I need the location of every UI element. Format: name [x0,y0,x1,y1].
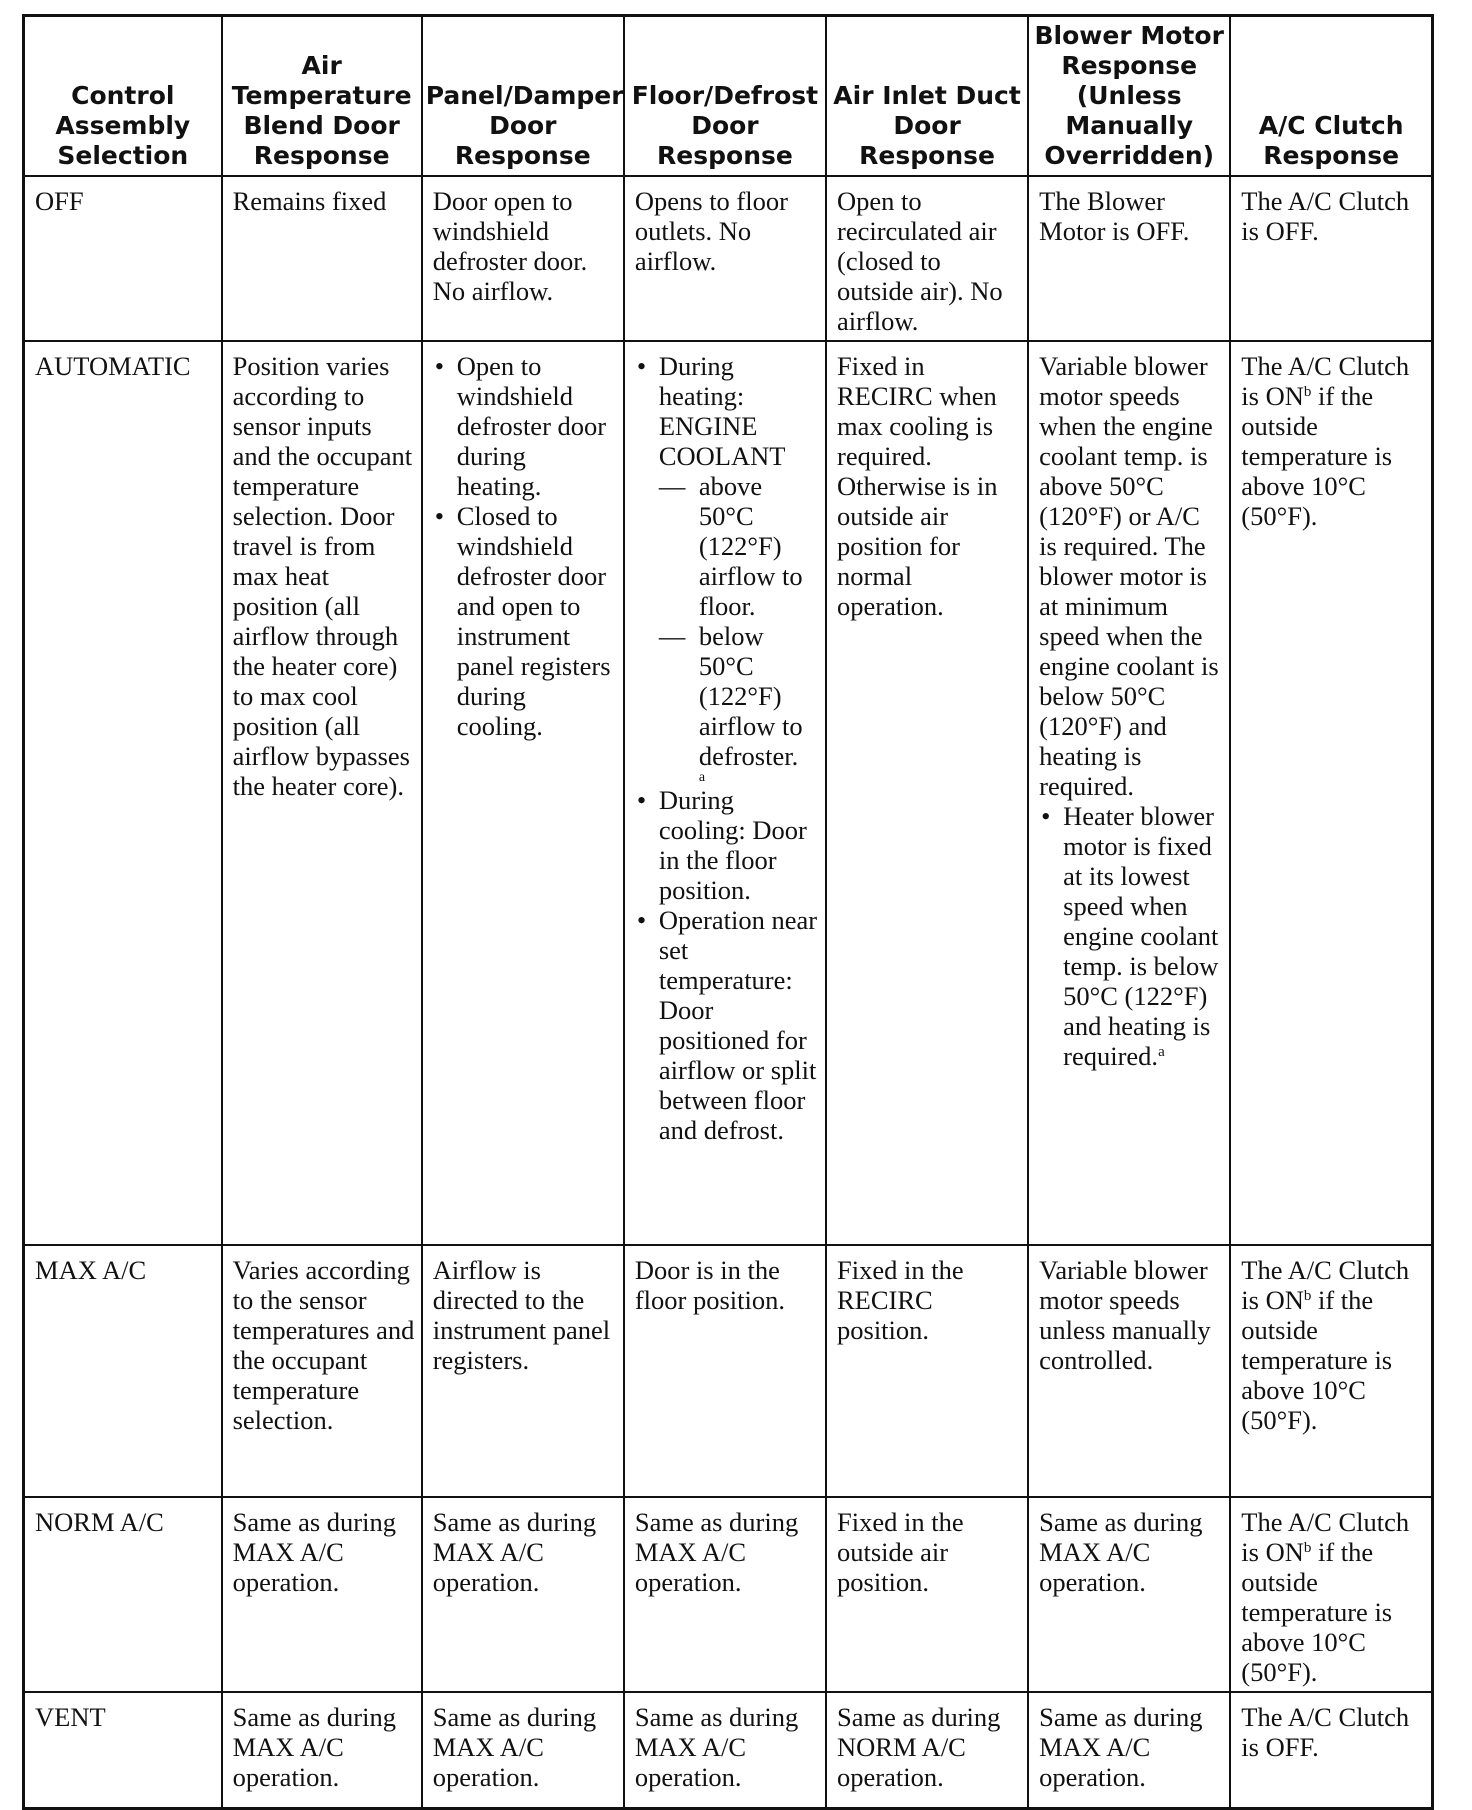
header-control-assembly-selection: Control Assembly Selection [24,16,222,177]
cell-air-temp: Same as during MAX A/C operation. [222,1497,422,1692]
header-air-temperature-blend-door: Air Temperature Blend Door Response [222,16,422,177]
header-floor-defrost-door: Floor/Defrost Door Response [624,16,826,177]
bullet-item: • During cooling: Door in the floor position. [635,785,819,905]
table-row-vent [24,1692,1433,1808]
cell-blower: Variable blower motor speeds unless manually controlled. [1028,1245,1230,1497]
cell-floor: Opens to floor outlets. No airflow. [624,176,826,341]
cell-selection: NORM A/C [24,1497,222,1692]
dash-item: — below 50°C (122°F) airflow to defroster. [659,621,819,771]
cell-panel: Same as during MAX A/C operation. [422,1692,624,1808]
table-row-norm-ac [24,1497,1433,1692]
ac-text: if the outside temperature is above 10°C (50°F). [1241,1285,1393,1435]
bullet-text: • During heating: ENGINE COOLANT [658,351,786,471]
table-row-off [24,176,1433,341]
cell-selection: OFF [24,176,222,341]
footnote-mark: b [1303,1540,1312,1556]
cell-floor: Door is in the floor position. [624,1245,826,1497]
bullet-item [635,351,819,785]
cell-panel: Airflow is directed to the instrument panel registers. [422,1245,624,1497]
header-row [24,16,1433,177]
cell-panel: Same as during MAX A/C operation. [422,1497,624,1692]
ac-text: if the outside temperature is above 10°C (50°F). [1241,381,1393,531]
cell-air-temp: Same as during MAX A/C operation. [222,1692,422,1808]
cell-ac [1230,341,1432,1245]
cell-ac: The A/C Clutch is OFF. [1230,1692,1432,1808]
cell-selection: AUTOMATIC [24,341,222,1245]
cell-selection: MAX A/C [24,1245,222,1497]
bullet-item [1039,801,1223,1071]
cell-blower [1028,341,1230,1245]
cell-blower: Same as during MAX A/C operation. [1028,1497,1230,1692]
ac-text: The A/C Clutch is ON [1241,1507,1410,1567]
panel-bullet-list [433,351,617,741]
ac-text: The A/C Clutch is ON [1241,1255,1410,1315]
cell-inlet: Open to recirculated air (closed to outside air). No airflow. [826,176,1028,341]
cell-floor [624,341,826,1245]
cell-ac: The A/C Clutch is OFF. [1230,176,1432,341]
cell-inlet: Fixed in the outside air position. [826,1497,1028,1692]
cell-blower: Same as during MAX A/C operation. [1028,1692,1230,1808]
cell-floor: Same as during MAX A/C operation. [624,1497,826,1692]
blower-bullet-list [1039,801,1223,1071]
bullet-item: • Closed to windshield defroster door and open to instrument panel registers during cooling. [433,501,617,741]
footnote-mark: a [1158,1044,1165,1060]
cell-panel [422,341,624,1245]
footnote-mark: b [1303,1288,1312,1304]
cell-inlet: Same as during NORM A/C operation. [826,1692,1028,1808]
footnote-mark: b [1303,384,1312,400]
control-response-table [22,14,1434,1810]
header-air-inlet-duct-door: Air Inlet Duct Door Response [826,16,1028,177]
cell-inlet: Fixed in the RECIRC position. [826,1245,1028,1497]
bullet-item: • Open to windshield defroster door during heating. [433,351,617,501]
footnote-mark: a [698,770,706,785]
cell-air-temp: Position varies according to sensor inputs and the occupant temperature selection. Door travel is from max heat position (all airflow through the heater core) to max cool position (all airflow bypasses the heater core). [222,341,422,1245]
header-panel-damper-door: Panel/Damper Door Response [422,16,624,177]
cell-blower: The Blower Motor is OFF. [1028,176,1230,341]
header-ac-clutch-response: A/C Clutch Response [1230,16,1432,177]
cell-air-temp: Varies according to the sensor temperatures and the occupant temperature selection. [222,1245,422,1497]
cell-panel: Door open to windshield defroster door. No airflow. [422,176,624,341]
ac-text: The A/C Clutch is ON [1241,351,1410,411]
table-row-automatic [24,341,1433,1245]
bullet-item: • Operation near set temperature: Door positioned for airflow or split between floor and defrost. [635,905,819,1145]
floor-bullet-list [635,351,819,1145]
cell-inlet: Fixed in RECIRC when max cooling is required. Otherwise is in outside air position for normal operation. [826,341,1028,1245]
ac-text: if the outside temperature is above 10°C (50°F). [1241,1537,1393,1687]
dash-item: — above 50°C (122°F) airflow to floor. [659,471,819,621]
cell-ac [1230,1497,1432,1692]
cell-ac [1230,1245,1432,1497]
bullet-text: Heater blower motor is fixed at its lowest speed when engine coolant temp. is below 50°C (122°F) and heating is required. [1063,801,1219,1071]
cell-air-temp: Remains fixed [222,176,422,341]
dash-list [659,471,819,771]
cell-selection: VENT [24,1692,222,1808]
table-row-max-ac [24,1245,1433,1497]
blower-text: Variable blower motor speeds when the engine coolant temp. is above 50°C (120°F) or A/C is required. The blower motor is at minimum speed when the engine coolant is below 50°C (120°F) and heating is required. [1039,351,1219,801]
cell-floor: Same as during MAX A/C operation. [624,1692,826,1808]
header-blower-motor-response: Blower Motor Response (Unless Manually Overridden) [1028,16,1230,177]
